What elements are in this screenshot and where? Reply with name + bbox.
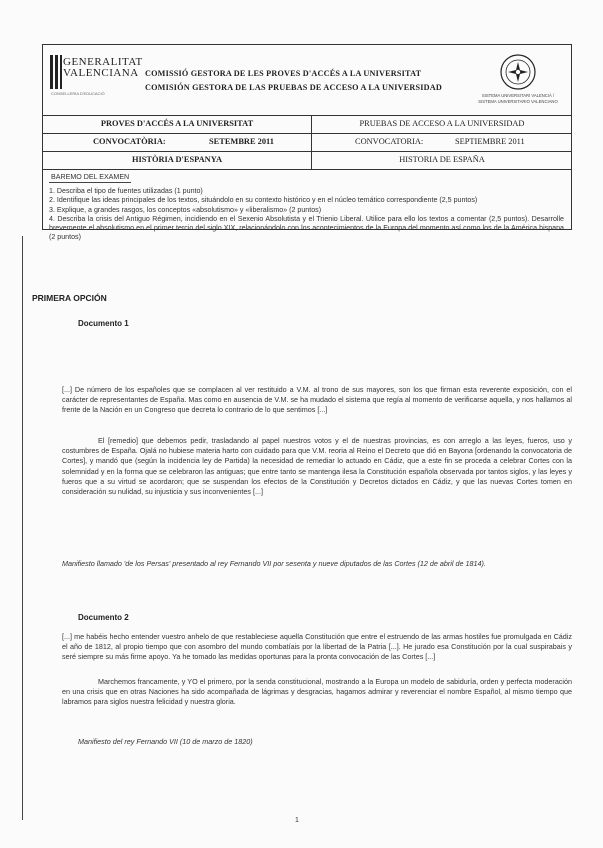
generalitat-name: GENERALITAT VALENCIANA [63,56,143,79]
university-sub: SISTEMA UNIVERSITARI VALENCIÀ / SISTEMA UNIVERSITARIO VALENCIANO [478,93,558,104]
document-2-title: Documento 2 [78,613,129,622]
document-2-paragraph: [...] me habéis hecho entender vuestro anhelo de que restableciese aquella Constitución que entre el estruendo de las armas hostiles fue promulgada en Cádiz el año de 1812, al propio tiempo que con asombro del mundo combatíais por la libertad de la Patria [...]. He jurado esa Constitución por la cual suspirabais y seré siempre su más firme apoyo. Ya he tomado las medidas oportunas para la pronta convocación de las Cortes [...] [62,632,572,662]
grading-item: 3. Explique, a grandes rasgos, los conceptos «absolutismo» y «liberalismo» (2 puntos) [49,205,322,214]
page-number: 1 [295,817,299,824]
subject-es: HISTORIA DE ESPAÑA [399,155,485,164]
conv-value-val: SETEMBRE 2011 [209,137,274,146]
commission-val: COMISSIÓ GESTORA DE LES PROVES D'ACCÉS A LA UNIVERSITAT [145,69,422,78]
grading-item: 1. Describa el tipo de fuentes utilizadas (1 punto) [49,187,203,196]
grading-scheme [49,173,564,242]
row-divider [311,133,312,151]
conv-label-val: CONVOCATÒRIA: [93,137,166,146]
title-val: PROVES D'ACCÉS A LA UNIVERSITAT [100,119,254,128]
generalitat-sub: CONSELLERIA D'EDUCACIÓ [51,91,105,96]
commission-title [145,67,465,95]
generalitat-emblem-icon [49,55,63,89]
subject-val: HISTÒRIA D'ESPANYA [131,155,223,164]
grading-item: 2. Identifique las ideas principales de los textos, situándolo en su contexto histórico y en el núcleo temático correspondiente (2,5 puntos) [49,196,478,205]
document-1-title: Documento 1 [78,319,129,328]
conv-value-es: SEPTIEMBRE 2011 [455,137,525,146]
exam-header [42,44,572,242]
university-logo [473,53,563,111]
grading-title: BAREMO DEL EXAMEN [49,173,131,183]
header-row-title [43,115,571,134]
document-2-source: Manifiesto del rey Fernando VII (10 de marzo de 1820) [78,737,253,746]
option-heading: PRIMERA OPCIÓN [32,293,107,303]
header-row-convocatoria [43,133,571,152]
left-margin-rule [22,236,23,820]
university-seal-icon [499,53,537,91]
header-top [43,45,571,116]
title-es: PRUEBAS DE ACCESO A LA UNIVERSIDAD [359,119,525,128]
document-1-paragraph: [...] De número de los españoles que se complacen al ver restituido a V.M. al trono de sus mayores, son los que firman esta reverente exposición, con el carácter de representantes de España. Mas como en ausencia de V.M. se ha mudado el sistema que regía al momento de verificarse aquella, y nos hallamos al frente de la Nación en un Congreso que decreta lo contrario de lo que sentimos [...] [62,385,572,415]
header-row-subject [43,151,571,170]
document-1-paragraph: El [remedio] que debemos pedir, trasladando al papel nuestros votos y el de nuestras provincias, es con arreglo a las leyes, fueros, uso y costumbres de España. Ojalá no hubiese materia harto con cuidado para que V.M. reoria al Reino el Decreto que dió en Bayona [ordenando la convocatoria de Cortes], y mandó que (según la incidencia ley de Partida) la necesidad de remediar lo actuado en Cádiz, que a este fin se proceda a celebrar Cortes con la solemnidad y en la forma que se celebraron las antiguas; que entre tanto se mantenga ilesa la Constitución española observada por tantos siglos, y las leyes y fueros que a su virtud se acordaron; que se suspendan los efectos de la Constitución y Decretos dictados en Cádiz, y que las nuevas Cortes tomen en consideración su nulidad, su injusticia y sus inconvenientes [...] [62,436,572,497]
commission-es: COMISIÓN GESTORA DE LAS PRUEBAS DE ACCESO A LA UNIVERSIDAD [145,83,442,92]
generalitat-logo [49,53,143,111]
conv-label-es: CONVOCATORIA: [355,137,424,146]
document-1-source: Manifiesto llamado 'de los Persas' presentado al rey Fernando VII por sesenta y nueve diputados de las Cortes (12 de abril de 1814). [62,559,486,568]
grading-item: 4. Describa la crisis del Antiguo Régimen, incidiendo en el Sexenio Absolutista y el Trienio Liberal. Utilice para ello los textos a comentar (2,5 puntos). Desarrolle brevemente el absolutismo en el primer tercio del siglo XIX, relacionándolo con los acontecimientos de la Europa del momento así como los de la América hispana (2 puntos) [49,214,564,242]
document-2-paragraph: Marchemos francamente, y YO el primero, por la senda constitucional, mostrando a la Europa un modelo de sabiduría, orden y perfecta moderación en una crisis que en otras Naciones ha sido acompañada de lágrimas y desgracias, hagamos admirar y reverenciar el nombre Español, al mismo tiempo que labramos para siglos nuestra felicidad y nuestra gloria. [62,677,572,707]
